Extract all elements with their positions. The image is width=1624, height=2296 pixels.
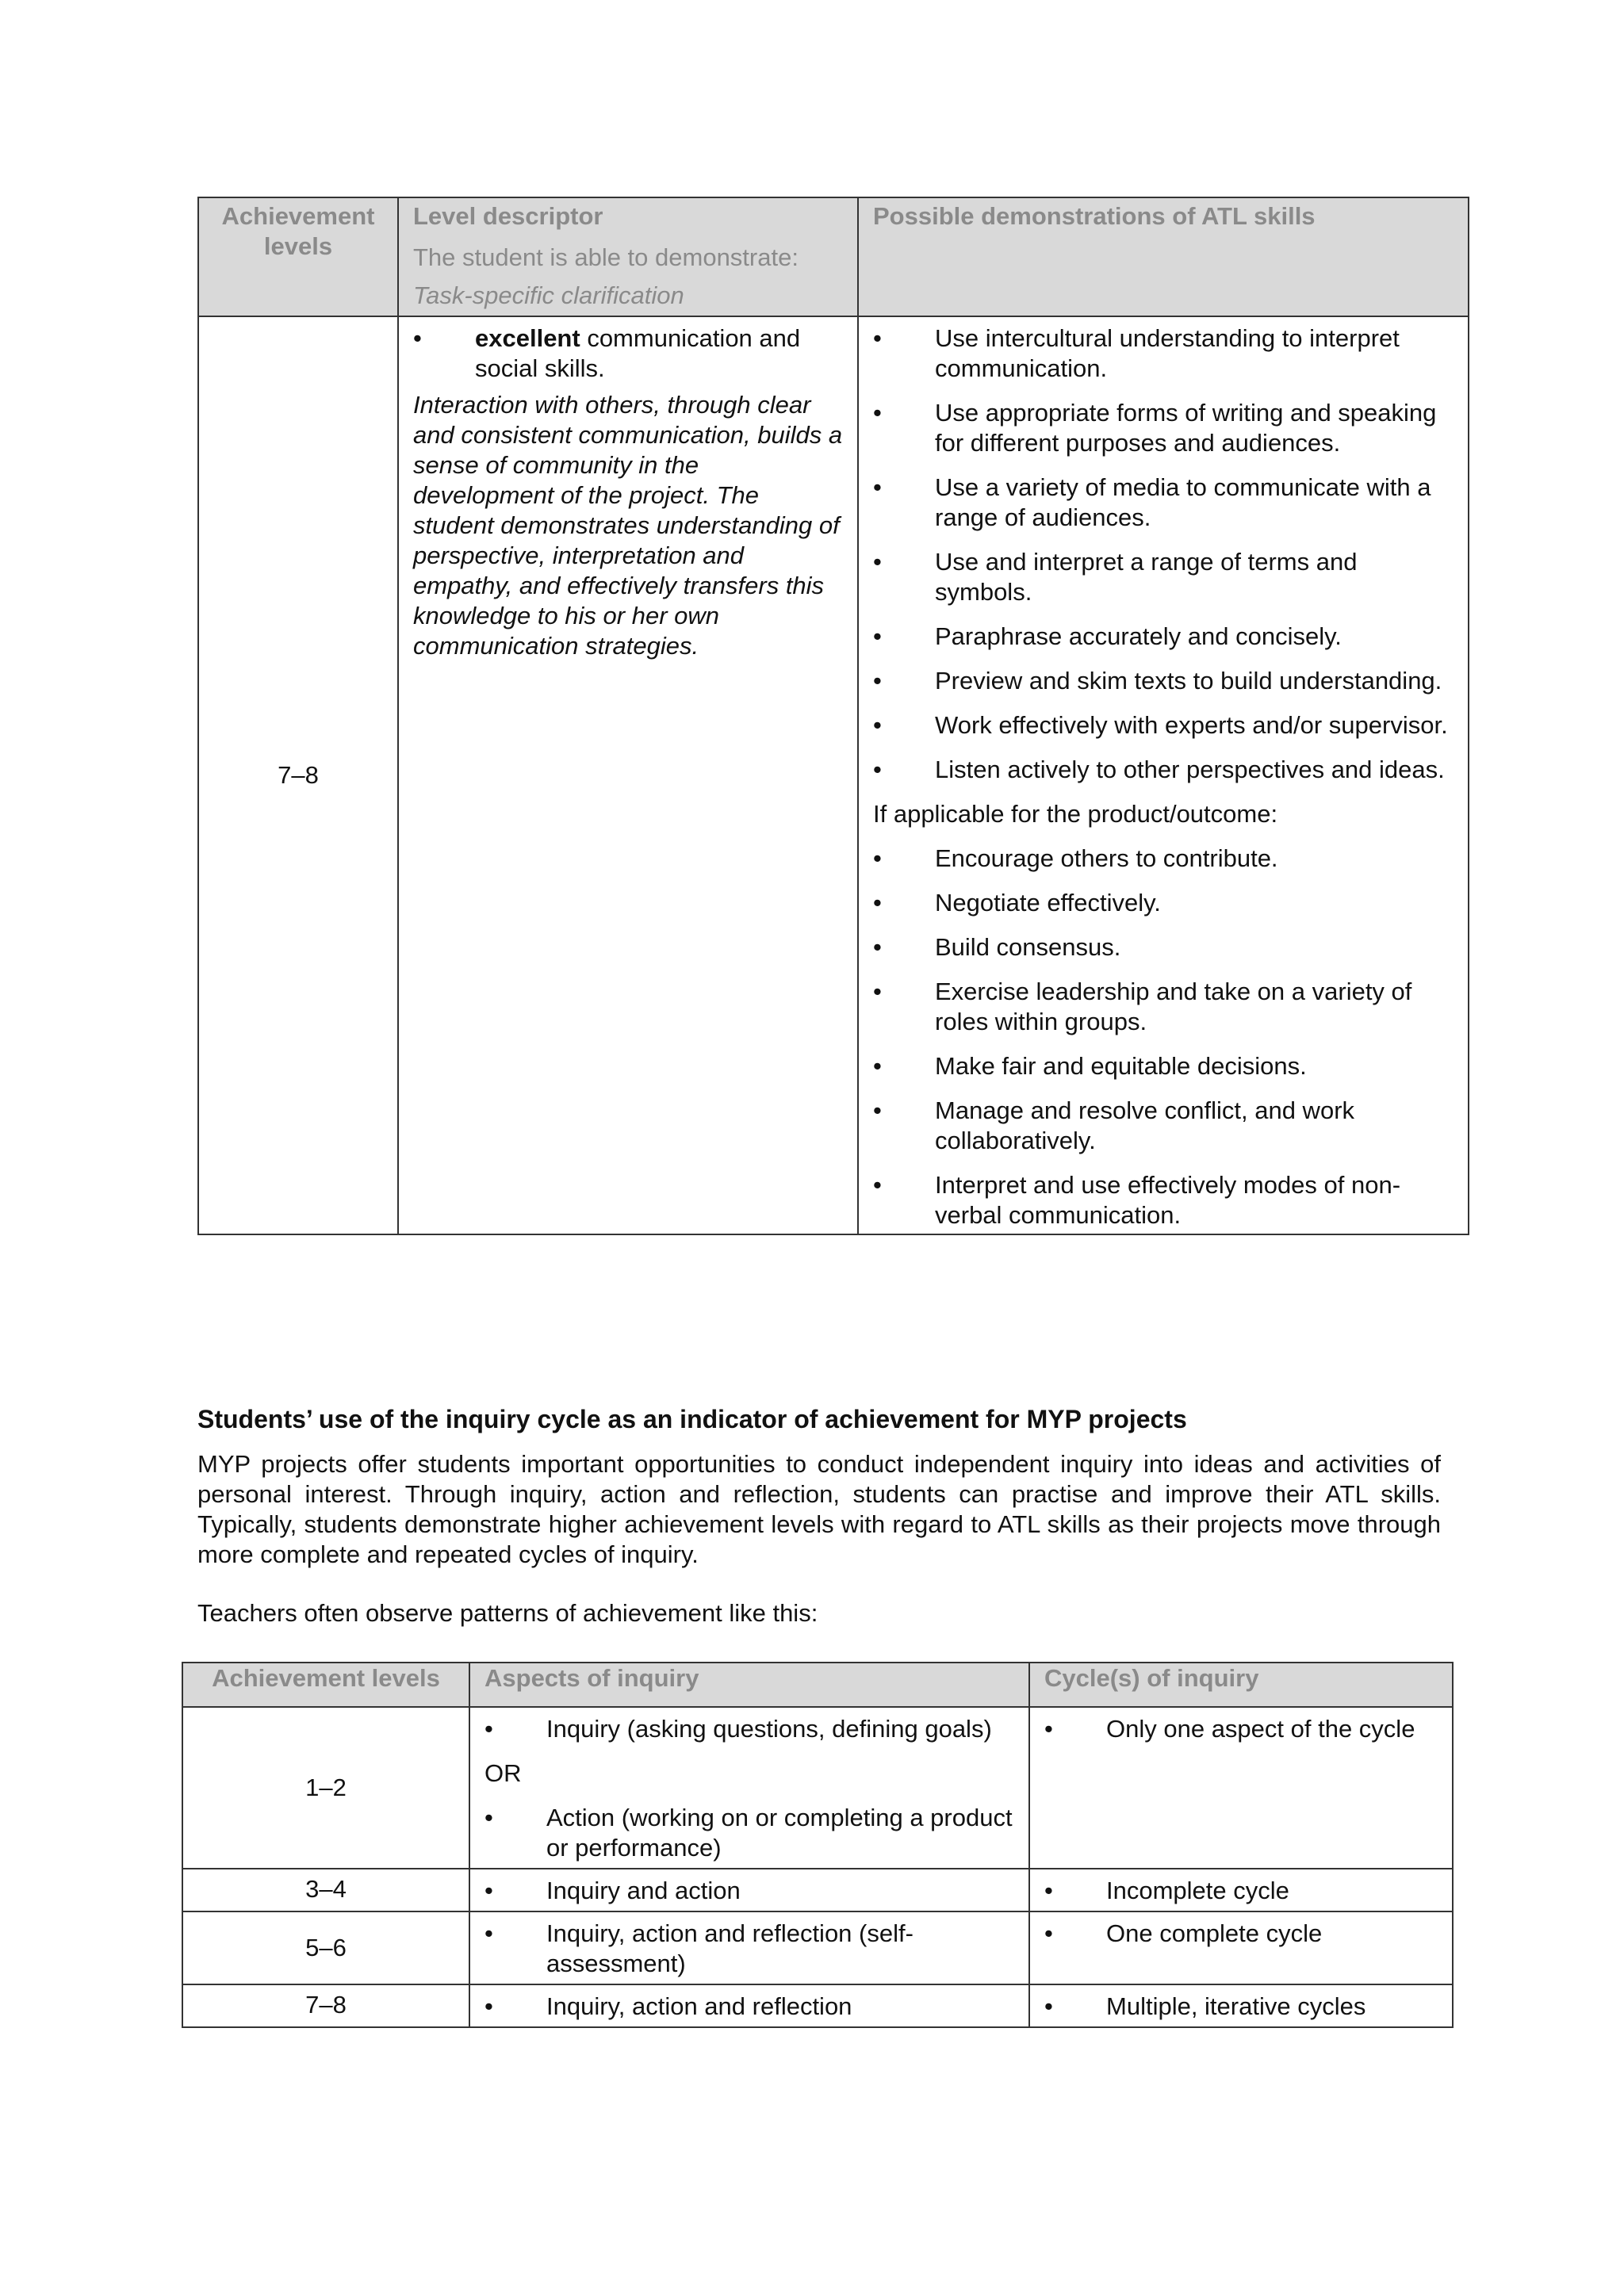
section-heading: Students’ use of the inquiry cycle as an indicator of achievement for MYP projects — [197, 1405, 1187, 1433]
list-item: • Exercise leadership and take on a variety of roles within groups. — [873, 977, 1454, 1037]
table-header-row — [182, 1663, 1453, 1707]
list-item: • Only one aspect of the cycle — [1044, 1714, 1438, 1744]
list-item: • Inquiry, action and reflection — [485, 1992, 1014, 2022]
descriptor-bold: excellent — [475, 324, 580, 352]
list-item: • Build consensus. — [873, 932, 1454, 962]
descriptor-item — [413, 323, 843, 384]
header-achievement-levels: Achievement levels — [198, 197, 398, 316]
achievement-level-cell: 5–6 — [182, 1911, 469, 1984]
achievement-level-cell: 1–2 — [182, 1707, 469, 1869]
list-item: • Use appropriate forms of writing and speaking for different purposes and audiences. — [873, 398, 1454, 458]
cycles-cell — [1029, 1869, 1453, 1911]
list-item: • Inquiry and action — [485, 1876, 1014, 1906]
list-item: • Negotiate effectively. — [873, 888, 1454, 918]
section-paragraph-2: Teachers often observe patterns of achievement like this: — [197, 1599, 818, 1627]
level-descriptor-cell — [398, 316, 858, 1234]
aspects-cell — [469, 1869, 1029, 1911]
list-item: • Multiple, iterative cycles — [1044, 1992, 1438, 2022]
inquiry-cycle-table — [182, 1662, 1454, 2028]
cycles-cell — [1029, 1984, 1453, 2027]
header-aspects-of-inquiry: Aspects of inquiry — [469, 1663, 1029, 1707]
list-item: • Paraphrase accurately and concisely. — [873, 622, 1454, 652]
header-task-clarification: Task-specific clarification — [413, 281, 684, 309]
task-clarification-text: Interaction with others, through clear and consistent communication, builds a sense of community in the development of the project. The student demonstrates understanding of perspective, interpretation and empathy, and effectively transfers this knowledge to his or her own communication strategies. — [413, 391, 843, 660]
cycles-cell — [1029, 1707, 1453, 1869]
aspects-cell — [469, 1911, 1029, 1984]
achievement-level-cell: 3–4 — [182, 1869, 469, 1911]
section-paragraph: MYP projects offer students important opportunities to conduct independent inquiry into ideas and activities of personal interest. Through inquiry, action and reflection, students can practise and improve their ATL skills. Typically, students demonstrate higher achievement levels with regard to ATL skills as their projects move through more complete and repeated cycles of inquiry. — [197, 1450, 1441, 1568]
table-row — [182, 1707, 1453, 1869]
list-item: • Use and interpret a range of terms and symbols. — [873, 547, 1454, 607]
header-cycles-of-inquiry: Cycle(s) of inquiry — [1029, 1663, 1453, 1707]
atl-demonstrations-cell — [858, 316, 1469, 1234]
atl-list-conditional — [873, 844, 1454, 1230]
table-header-row — [198, 197, 1469, 316]
list-item: • Make fair and equitable decisions. — [873, 1051, 1454, 1081]
descriptor-rest: communication and social skills. — [475, 324, 801, 382]
header-achievement-levels: Achievement levels — [182, 1663, 469, 1707]
list-item: • Interpret and use effectively modes of non-verbal communication. — [873, 1170, 1454, 1230]
or-label: OR — [485, 1759, 522, 1787]
list-item: • Encourage others to contribute. — [873, 844, 1454, 874]
list-item: • Inquiry, action and reflection (self-assessment) — [485, 1919, 1014, 1979]
table-row — [182, 1869, 1453, 1911]
aspects-cell — [469, 1707, 1029, 1869]
list-item: • Work effectively with experts and/or supervisor. — [873, 710, 1454, 740]
cycles-cell — [1029, 1911, 1453, 1984]
applicable-label: If applicable for the product/outcome: — [873, 800, 1278, 828]
header-descriptor-subtitle: The student is able to demonstrate: — [413, 243, 799, 271]
atl-assessment-table — [197, 197, 1469, 1235]
achievement-level-cell: 7–8 — [198, 316, 398, 1234]
list-item: • Incomplete cycle — [1044, 1876, 1438, 1906]
aspects-cell — [469, 1984, 1029, 2027]
header-level-descriptor — [398, 197, 858, 316]
list-item: • Action (working on or completing a product or performance) — [485, 1803, 1014, 1863]
table-row — [182, 1984, 1453, 2027]
table-row — [198, 316, 1469, 1234]
list-item: • Listen actively to other perspectives and ideas. — [873, 755, 1454, 785]
achievement-level-cell: 7–8 — [182, 1984, 469, 2027]
list-item: • One complete cycle — [1044, 1919, 1438, 1949]
list-item: • Preview and skim texts to build understanding. — [873, 666, 1454, 696]
list-item: • Use intercultural understanding to interpret communication. — [873, 323, 1454, 384]
list-item: • Manage and resolve conflict, and work collaboratively. — [873, 1096, 1454, 1156]
atl-list — [873, 323, 1454, 785]
header-descriptor-title: Level descriptor — [413, 202, 603, 230]
list-item: • Inquiry (asking questions, defining goals) — [485, 1714, 1014, 1744]
header-atl-demonstrations: Possible demonstrations of ATL skills — [858, 197, 1469, 316]
table-row — [182, 1911, 1453, 1984]
list-item: • Use a variety of media to communicate with a range of audiences. — [873, 473, 1454, 533]
